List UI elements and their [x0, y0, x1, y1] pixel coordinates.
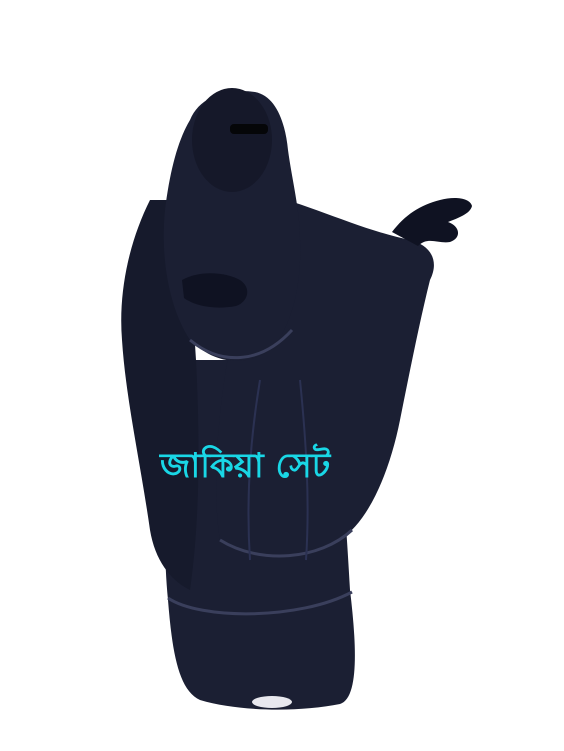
shoe — [252, 696, 292, 708]
product-caption: জাকিয়া সেট — [160, 446, 331, 486]
niqab-eye-slit — [230, 124, 268, 134]
head-covering — [192, 88, 272, 192]
